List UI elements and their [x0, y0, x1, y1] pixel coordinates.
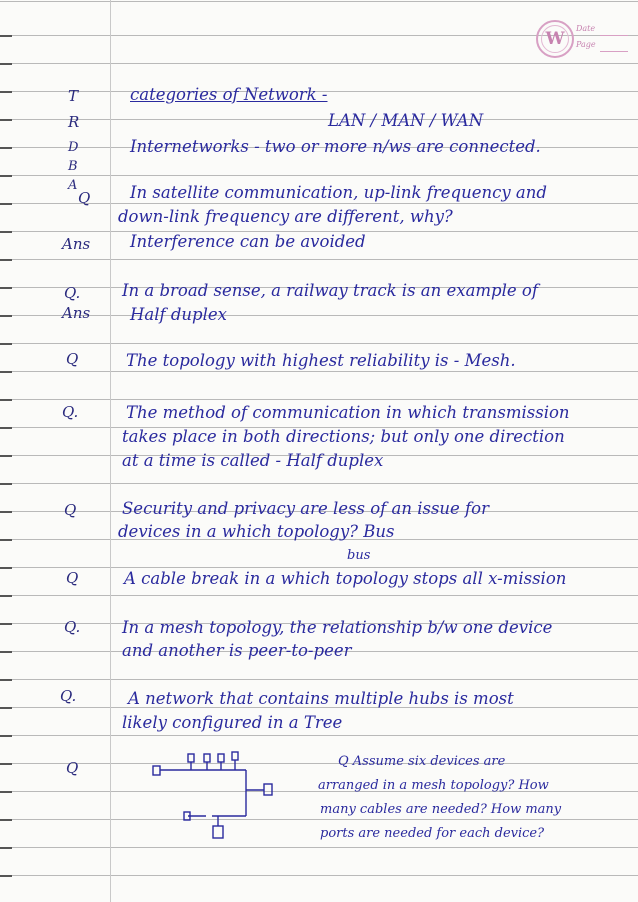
margin-line [110, 0, 111, 902]
q6-line: A cable break in a which topology stops all x-mission [124, 569, 567, 588]
bus-topology-sketch [148, 744, 298, 844]
margin-tick [0, 259, 12, 261]
marker-q9: Q [66, 759, 79, 777]
q2-line-1: In a broad sense, a railway track is an example of [122, 281, 538, 300]
margin-tick [0, 203, 12, 205]
margin-tick [0, 315, 12, 317]
q9-line-3: many cables are needed? How many [320, 802, 562, 817]
q7-line-1: In a mesh topology, the relationship b/w one device [122, 618, 553, 637]
margin-tick [0, 567, 12, 569]
margin-ticks [0, 0, 14, 902]
stamp-page-line [600, 51, 628, 52]
margin-tick [0, 91, 12, 93]
margin-tick [0, 399, 12, 401]
q3-line: The topology with highest reliability is - Mesh. [126, 351, 516, 370]
sketch-node-top-2 [204, 754, 210, 762]
margin-mark-a: A [68, 178, 78, 193]
margin-tick [0, 371, 12, 373]
margin-tick [0, 63, 12, 65]
margin-tick [0, 511, 12, 513]
q4-line-3: at a time is called - Half duplex [122, 451, 384, 470]
q1-line-1: In satellite communication, up-link frequency and [130, 183, 547, 202]
marker-q8: Q. [60, 687, 77, 705]
sketch-node-top-3 [218, 754, 224, 762]
margin-tick [0, 651, 12, 653]
marker-q3: Q [66, 350, 79, 368]
margin-tick [0, 343, 12, 345]
sketch-node-bottom [213, 826, 223, 838]
margin-tick [0, 231, 12, 233]
margin-tick [0, 287, 12, 289]
margin-tick [0, 791, 12, 793]
sketch-node-right [264, 784, 272, 795]
q6-note: bus [347, 548, 371, 563]
margin-tick [0, 707, 12, 709]
a2-line: Half duplex [130, 305, 227, 324]
margin-tick [0, 875, 12, 877]
marker-ans2: Ans [62, 304, 91, 322]
margin-tick [0, 119, 12, 121]
margin-tick [0, 455, 12, 457]
marker-q5: Q [64, 501, 77, 519]
q9-line-2: arranged in a mesh topology? How [318, 778, 549, 793]
margin-tick [0, 147, 12, 149]
margin-mark-d: D [68, 140, 79, 155]
q7-line-2: and another is peer-to-peer [122, 641, 352, 660]
q5-line-1: Security and privacy are less of an issue for [122, 499, 489, 518]
q5-line-2: devices in a which topology? Bus [118, 522, 395, 541]
stamp-date-label: Date [576, 24, 596, 33]
page-stamp [530, 16, 630, 60]
margin-tick [0, 427, 12, 429]
margin-tick [0, 679, 12, 681]
q1-line-2: down-link frequency are different, why? [118, 207, 453, 226]
margin-tick [0, 763, 12, 765]
stamp-logo: W [536, 20, 574, 58]
a1-line: Interference can be avoided [130, 232, 366, 251]
marker-q2: Q. [64, 284, 81, 302]
marker-q4: Q. [62, 403, 79, 421]
margin-tick [0, 35, 12, 37]
margin-mark-r: R [68, 113, 80, 131]
q9-line-1: Q Assume six devices are [338, 754, 506, 769]
margin-mark-b: B [68, 159, 78, 174]
sketch-node-top-1 [188, 754, 194, 762]
sketch-node-top-4 [232, 752, 238, 760]
q4-line-1: The method of communication in which transmission [126, 403, 570, 422]
q4-line-2: takes place in both directions; but only one direction [122, 427, 565, 446]
marker-ans1: Ans [62, 235, 91, 253]
margin-tick [0, 175, 12, 177]
margin-mark-t: T [68, 87, 79, 105]
topic-title: categories of Network - [130, 85, 328, 104]
margin-tick [0, 539, 12, 541]
marker-q6: Q [66, 569, 79, 587]
margin-tick [0, 483, 12, 485]
q8-line-2: likely configured in a Tree [122, 713, 343, 732]
stamp-page-label: Page [576, 40, 596, 49]
margin-tick [0, 847, 12, 849]
topic-list: LAN / MAN / WAN [328, 111, 484, 130]
stamp-date-line [600, 35, 628, 36]
margin-tick [0, 623, 12, 625]
margin-tick [0, 819, 12, 821]
margin-tick [0, 735, 12, 737]
marker-q7: Q. [64, 618, 81, 636]
internetworks-line: Internetworks - two or more n/ws are connected. [130, 137, 541, 156]
sketch-node-left [153, 766, 160, 775]
q8-line-1: A network that contains multiple hubs is most [128, 689, 514, 708]
marker-q1: Q [78, 189, 91, 207]
margin-tick [0, 595, 12, 597]
q9-line-4: ports are needed for each device? [320, 826, 545, 841]
